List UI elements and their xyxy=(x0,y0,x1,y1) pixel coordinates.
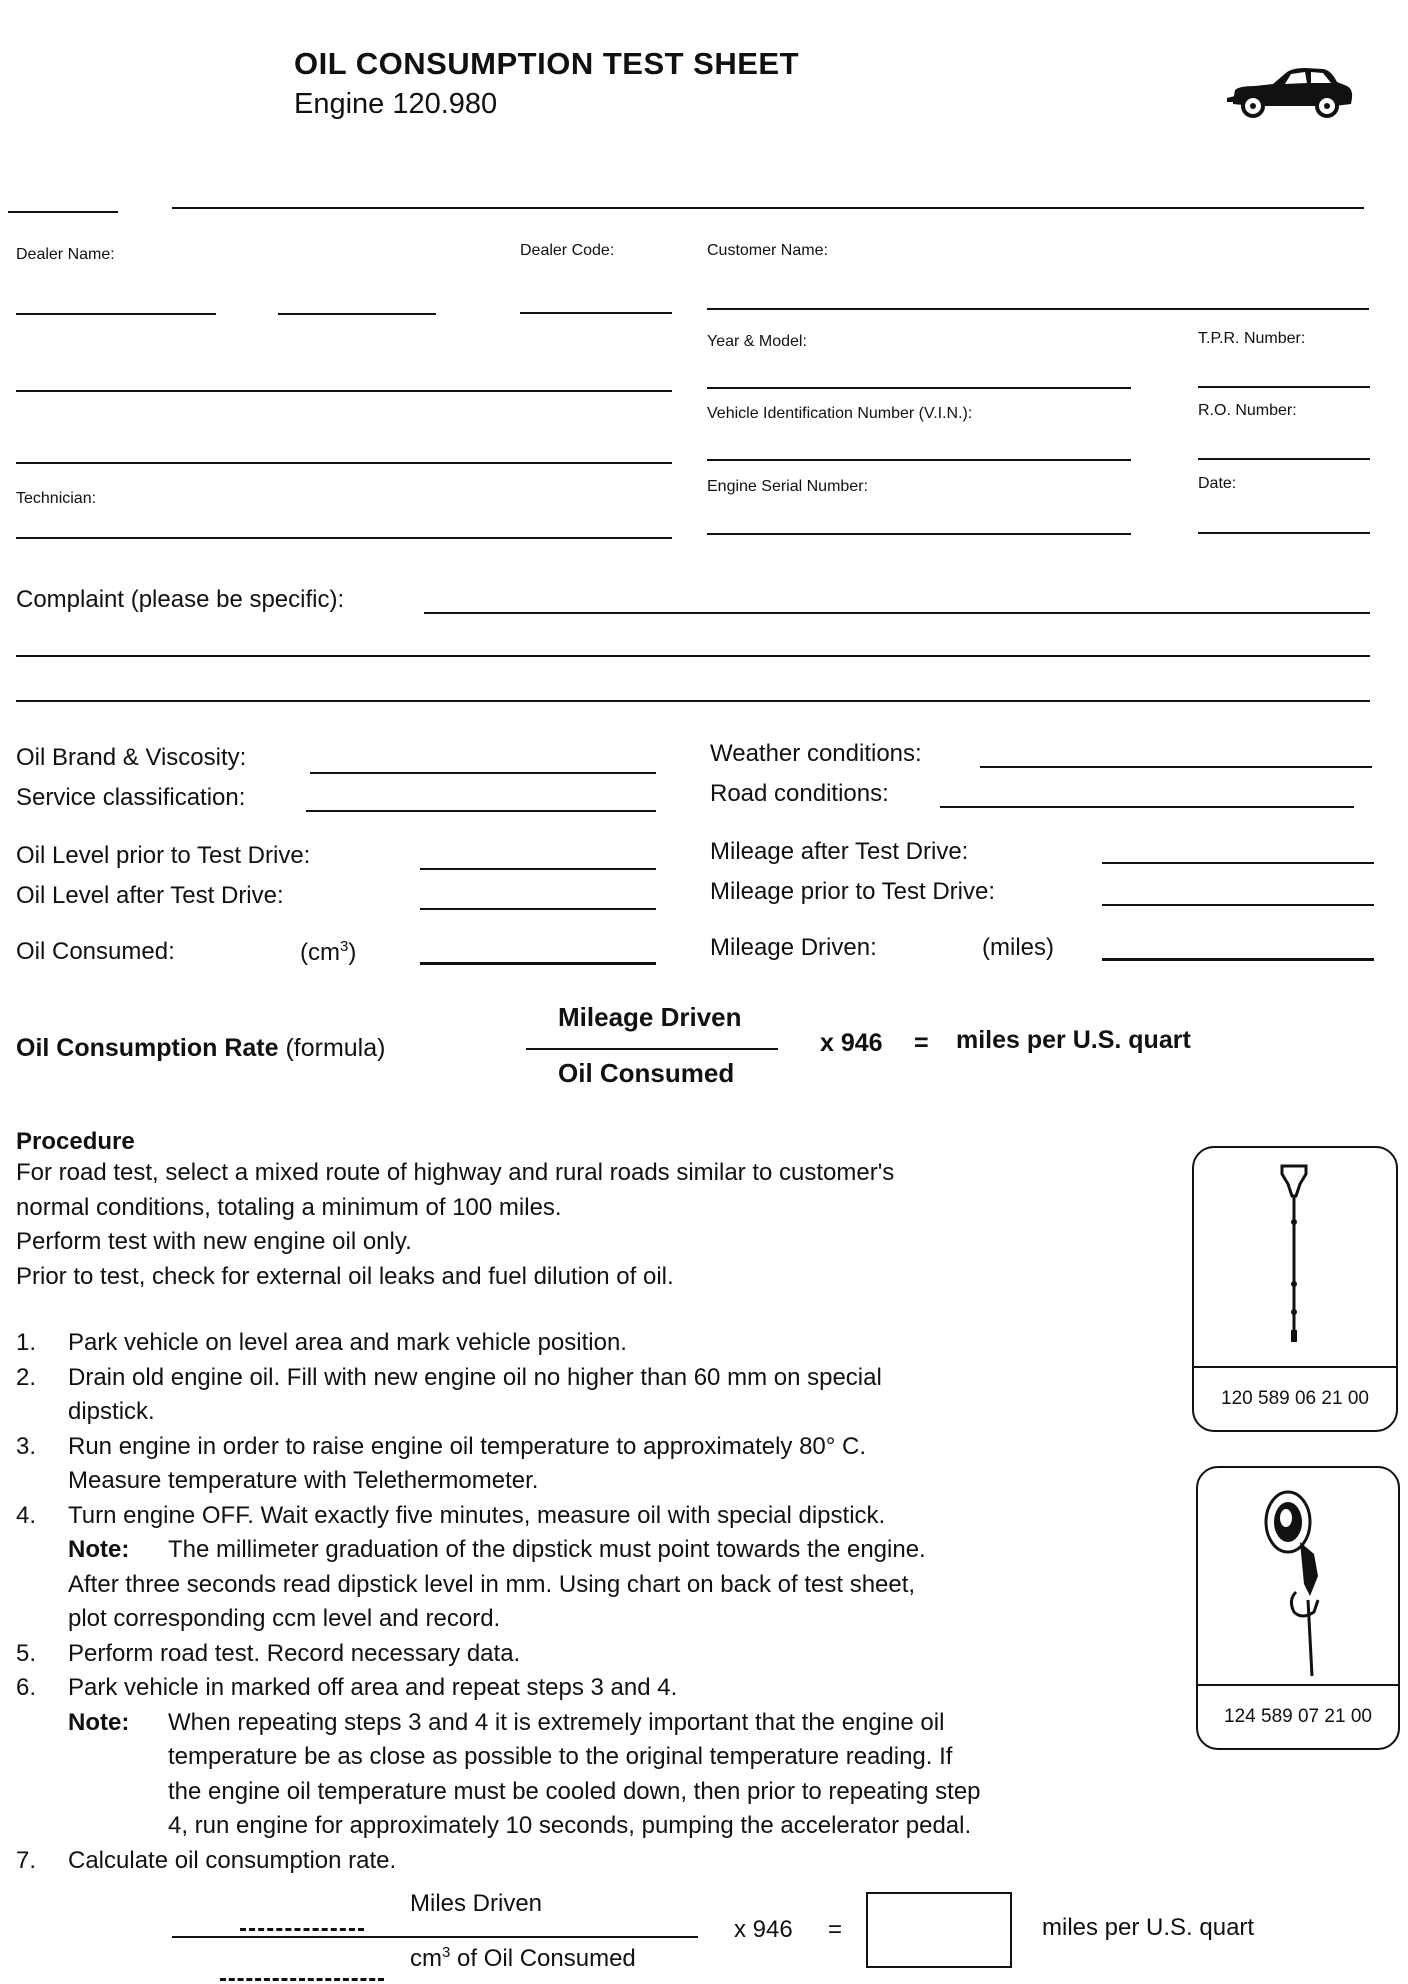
tpr-number-field[interactable] xyxy=(1198,386,1370,388)
page-title: OIL CONSUMPTION TEST SHEET xyxy=(294,46,800,81)
telethermometer-icon xyxy=(1248,1480,1348,1680)
car-icon xyxy=(1225,62,1355,120)
intro-line: For road test, select a mixed route of highway and rural roads similar to customer's xyxy=(16,1159,895,1186)
telethermometer-part-number: 124 589 07 21 00 xyxy=(1198,1684,1398,1748)
complaint-field-1[interactable] xyxy=(424,612,1370,614)
procedure-heading: Procedure xyxy=(16,1128,135,1155)
service-class-field[interactable] xyxy=(306,810,656,812)
engine-serial-label: Engine Serial Number: xyxy=(707,478,868,495)
year-model-field[interactable] xyxy=(707,387,1131,389)
customer-name-label: Customer Name: xyxy=(707,242,828,259)
weather-field[interactable] xyxy=(980,766,1372,768)
dealer-code-label: Dealer Code: xyxy=(520,242,615,259)
road-label: Road conditions: xyxy=(710,780,889,807)
formula-denominator: Oil Consumed xyxy=(558,1058,735,1088)
numerator-dashes xyxy=(240,1928,364,1931)
oil-level-after-field[interactable] xyxy=(420,908,656,910)
service-class-label: Service classification: xyxy=(16,784,246,811)
formula-label: Oil Consumption Rate (formula) xyxy=(16,1034,386,1062)
technician-label: Technician: xyxy=(16,490,97,507)
oil-consumed-label: Oil Consumed: xyxy=(16,938,175,965)
dealer-name-label: Dealer Name: xyxy=(16,246,115,263)
engine-serial-field[interactable] xyxy=(707,533,1131,535)
oil-level-prior-label: Oil Level prior to Test Drive: xyxy=(16,842,311,869)
customer-name-field[interactable] xyxy=(707,308,1369,310)
road-field[interactable] xyxy=(940,806,1354,808)
calc-denominator: $cm^3$ of Oil Consumed xyxy=(410,1944,636,1972)
formula-equals: = xyxy=(914,1029,929,1057)
oil-level-after-label: Oil Level after Test Drive: xyxy=(16,882,284,909)
date-field[interactable] xyxy=(1198,532,1370,534)
formula-multiplier: x 946 xyxy=(820,1029,883,1057)
technician-field[interactable] xyxy=(16,537,672,539)
vin-label: Vehicle Identification Number (V.I.N.): xyxy=(707,405,973,422)
dealer-address-field-2[interactable] xyxy=(16,462,672,464)
mileage-driven-label: Mileage Driven: xyxy=(710,934,877,961)
top-rule xyxy=(172,207,1364,209)
vin-field[interactable] xyxy=(707,459,1131,461)
intro-line: Perform test with new engine oil only. xyxy=(16,1228,412,1255)
ro-number-label: R.O. Number: xyxy=(1198,402,1297,419)
telethermometer-tool-card xyxy=(1196,1466,1400,1750)
tpr-number-label: T.P.R. Number: xyxy=(1198,330,1306,347)
dipstick-part-number: 120 589 06 21 00 xyxy=(1194,1366,1396,1430)
intro-line: normal conditions, totaling a minimum of 100 miles. xyxy=(16,1193,562,1221)
calc-equals: = xyxy=(828,1916,843,1943)
formula-fraction-bar xyxy=(526,1048,778,1050)
procedure-intro xyxy=(16,1156,894,1294)
complaint-field-2[interactable] xyxy=(16,655,1370,657)
calc-fraction-bar xyxy=(172,1936,698,1938)
mileage-after-label: Mileage after Test Drive: xyxy=(710,838,969,865)
ro-number-field[interactable] xyxy=(1198,458,1370,460)
dipstick-icon xyxy=(1264,1162,1324,1352)
date-label: Date: xyxy=(1198,475,1237,492)
top-rule-left xyxy=(8,211,118,213)
oil-consumed-field[interactable] xyxy=(420,962,656,965)
oil-level-prior-field[interactable] xyxy=(420,868,656,870)
complaint-label: Complaint (please be specific): xyxy=(16,586,345,613)
dealer-address-field-1[interactable] xyxy=(16,390,672,392)
oil-brand-field[interactable] xyxy=(310,772,656,774)
dipstick-tool-card xyxy=(1192,1146,1398,1432)
dealer-name-field-1[interactable] xyxy=(16,313,216,315)
mileage-prior-field[interactable] xyxy=(1102,904,1374,906)
formula-numerator: Mileage Driven xyxy=(558,1002,742,1032)
weather-label: Weather conditions: xyxy=(710,740,922,767)
dealer-code-field[interactable] xyxy=(520,312,672,314)
formula-result: miles per U.S. quart xyxy=(956,1026,1191,1054)
year-model-label: Year & Model: xyxy=(707,333,807,350)
result-input-box[interactable] xyxy=(866,1892,1012,1968)
dealer-name-field-2[interactable] xyxy=(278,313,436,315)
calc-result-unit: miles per U.S. quart xyxy=(1042,1914,1255,1941)
oil-brand-label: Oil Brand & Viscosity: xyxy=(16,744,247,771)
mileage-prior-label: Mileage prior to Test Drive: xyxy=(710,878,995,905)
mileage-driven-unit: (miles) xyxy=(982,934,1054,961)
page-subtitle: Engine 120.980 xyxy=(294,88,498,120)
calc-numerator: Miles Driven xyxy=(410,1890,543,1917)
denominator-dashes xyxy=(220,1978,384,1981)
intro-line: Prior to test, check for external oil leaks and fuel dilution of oil. xyxy=(16,1262,674,1290)
oil-consumed-unit: $(cm^3)$ xyxy=(300,938,357,966)
calc-multiplier: x 946 xyxy=(734,1916,793,1943)
mileage-driven-field[interactable] xyxy=(1102,958,1374,961)
complaint-field-3[interactable] xyxy=(16,700,1370,702)
mileage-after-field[interactable] xyxy=(1102,862,1374,864)
